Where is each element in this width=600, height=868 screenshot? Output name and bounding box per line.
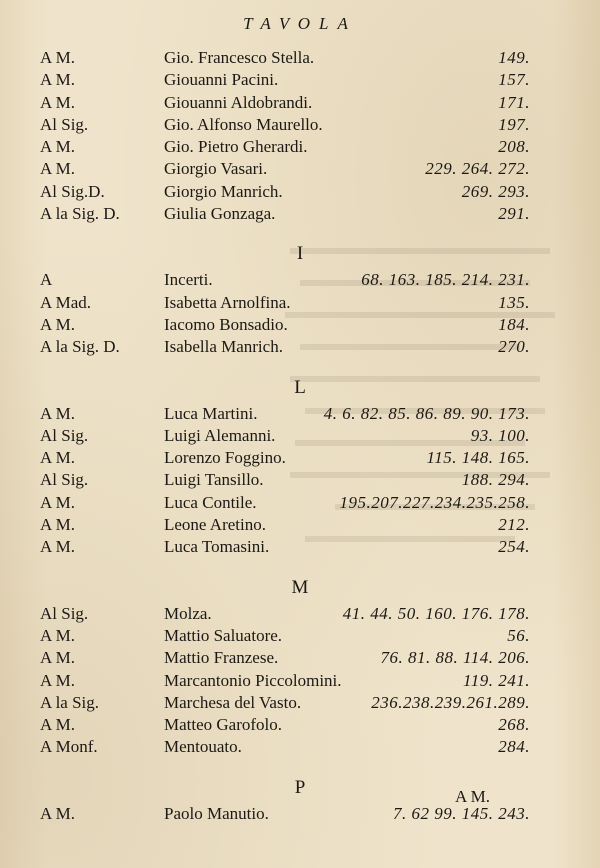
index-entry bbox=[0, 514, 600, 536]
entry-name: Incerti. bbox=[164, 270, 213, 290]
entry-pages: 119. 241. bbox=[463, 670, 530, 690]
index-entry bbox=[0, 625, 600, 647]
index-entry bbox=[0, 447, 600, 469]
section-letter: P bbox=[294, 776, 306, 798]
entry-name: Luigi Tansillo. bbox=[164, 470, 264, 490]
entry-address: A M. bbox=[40, 48, 75, 67]
entry-pages: 184. bbox=[498, 314, 530, 334]
entry-name: Isabetta Arnolfina. bbox=[164, 292, 291, 312]
section-letter: I bbox=[296, 243, 304, 265]
entry-name: Mattio Franzese. bbox=[164, 648, 279, 668]
entry-address: A M. bbox=[40, 314, 75, 334]
entry-address: A bbox=[40, 270, 53, 290]
index-entry bbox=[0, 47, 600, 69]
entry-pages: 269. 293. bbox=[461, 181, 530, 201]
entry-name: Gio. Alfonso Maurello. bbox=[164, 114, 323, 134]
section-l bbox=[0, 373, 600, 559]
entry-address: A M. bbox=[40, 648, 75, 668]
entry-pages: 68. 163. 185. 214. 231. bbox=[361, 270, 530, 290]
entry-pages: 254. bbox=[498, 537, 530, 557]
index-entry bbox=[0, 714, 600, 736]
entry-pages: 188. 294. bbox=[461, 470, 530, 490]
entry-address: A M. bbox=[40, 492, 75, 512]
entry-pages: 171. bbox=[498, 92, 530, 112]
catchword: A M. bbox=[455, 787, 490, 806]
entry-pages: 236.238.239.261.289. bbox=[371, 692, 530, 712]
index-entry bbox=[0, 136, 600, 158]
entry-address: Al Sig. bbox=[40, 470, 89, 490]
entry-address: A M. bbox=[40, 625, 75, 645]
index-entry bbox=[0, 181, 600, 203]
section-letter: M bbox=[291, 576, 309, 598]
entry-pages: 229. 264. 272. bbox=[425, 159, 530, 179]
entry-address: A Monf. bbox=[40, 737, 98, 757]
entry-address: A M. bbox=[40, 715, 75, 735]
entry-name: Giouanni Aldobrandi. bbox=[164, 92, 313, 112]
index-entry bbox=[0, 314, 600, 336]
running-header: TAVOLA bbox=[243, 14, 357, 33]
index-entry bbox=[0, 336, 600, 358]
entry-address: Al Sig. bbox=[40, 425, 89, 445]
entry-name: Gio. Pietro Gherardi. bbox=[164, 137, 308, 157]
entry-address: A Mad. bbox=[40, 292, 91, 312]
index-entry bbox=[0, 403, 600, 425]
entry-pages: 7. 62 99. 145. 243. bbox=[393, 803, 530, 823]
entry-address: A M. bbox=[40, 670, 75, 690]
entry-name: Luca Martini. bbox=[164, 403, 258, 423]
entry-name: Marcantonio Piccolomini. bbox=[164, 670, 342, 690]
index-entry bbox=[0, 536, 600, 558]
entry-address: Al Sig.D. bbox=[40, 181, 105, 201]
entry-pages: 56. bbox=[507, 625, 530, 645]
section-m bbox=[0, 573, 600, 759]
index-entry bbox=[0, 114, 600, 136]
entry-address: A la Sig. bbox=[40, 692, 100, 712]
entry-pages: 115. 148. 165. bbox=[426, 448, 530, 468]
index-entry bbox=[0, 803, 600, 825]
index-entry bbox=[0, 203, 600, 225]
index-entry bbox=[0, 647, 600, 669]
entry-name: Giulia Gonzaga. bbox=[164, 204, 276, 224]
entry-pages: 291. bbox=[498, 204, 530, 224]
entry-pages: 284. bbox=[498, 737, 530, 757]
entry-address: A la Sig. D. bbox=[40, 337, 120, 357]
section-p bbox=[0, 773, 600, 825]
entry-pages: 212. bbox=[498, 515, 530, 535]
index-entry bbox=[0, 92, 600, 114]
entry-name: Marchesa del Vasto. bbox=[164, 692, 302, 712]
entry-address: A M. bbox=[40, 448, 75, 468]
entry-address: Al Sig. bbox=[40, 603, 89, 623]
entry-address: A M. bbox=[40, 137, 75, 157]
entry-pages: 268. bbox=[498, 715, 530, 735]
section-gap bbox=[0, 225, 600, 239]
entry-name: Luigi Alemanni. bbox=[164, 425, 276, 445]
index-entry bbox=[0, 292, 600, 314]
section-gap bbox=[0, 759, 600, 773]
entry-pages: 135. bbox=[498, 292, 530, 312]
entry-pages: 157. bbox=[498, 70, 530, 90]
entry-address: Al Sig. bbox=[40, 114, 89, 134]
entry-pages: 4. 6. 82. 85. 86. 89. 90. 173. bbox=[323, 403, 530, 423]
index-entry bbox=[0, 425, 600, 447]
entry-address: A M. bbox=[40, 92, 75, 112]
entry-name: Luca Contile. bbox=[164, 492, 257, 512]
entry-address: A M. bbox=[40, 515, 75, 535]
index-entry bbox=[0, 492, 600, 514]
entry-name: Mattio Saluatore. bbox=[164, 625, 283, 645]
index-entry bbox=[0, 158, 600, 180]
index-entry bbox=[0, 670, 600, 692]
index-entry bbox=[0, 69, 600, 91]
section-letter: L bbox=[294, 376, 306, 398]
entry-pages: 197. bbox=[498, 114, 530, 134]
index-entry bbox=[0, 692, 600, 714]
entry-pages: 76. 81. 88. 114. 206. bbox=[380, 648, 530, 668]
section-g bbox=[0, 47, 600, 225]
entry-name: Leone Aretino. bbox=[164, 515, 266, 535]
section-gap bbox=[0, 359, 600, 373]
index-table bbox=[0, 47, 600, 825]
entry-address: A M. bbox=[40, 70, 75, 90]
entry-pages: 149. bbox=[498, 48, 530, 67]
entry-name: Gio. Francesco Stella. bbox=[164, 48, 315, 67]
entry-address: A la Sig. D. bbox=[40, 204, 120, 224]
entry-name: Iacomo Bonsadio. bbox=[164, 314, 288, 334]
entry-address: A M. bbox=[40, 537, 75, 557]
entry-name: Molza. bbox=[164, 603, 212, 623]
section-gap bbox=[0, 559, 600, 573]
entry-name: Paolo Manutio. bbox=[164, 803, 269, 823]
entry-pages: 195.207.227.234.235.258. bbox=[339, 492, 530, 512]
entry-name: Lorenzo Foggino. bbox=[164, 448, 286, 468]
entry-pages: 270. bbox=[498, 337, 530, 357]
entry-address: A M. bbox=[40, 159, 75, 179]
entry-pages: 208. bbox=[498, 137, 530, 157]
entry-pages: 93. 100. bbox=[470, 425, 530, 445]
section-i bbox=[0, 239, 600, 358]
index-entry bbox=[0, 469, 600, 491]
index-entry bbox=[0, 736, 600, 758]
entry-name: Matteo Garofolo. bbox=[164, 715, 283, 735]
entry-name: Luca Tomasini. bbox=[164, 537, 270, 557]
entry-name: Giouanni Pacini. bbox=[164, 70, 279, 90]
entry-name: Giorgio Manrich. bbox=[164, 181, 283, 201]
entry-name: Isabella Manrich. bbox=[164, 337, 283, 357]
entry-pages: 41. 44. 50. 160. 176. 178. bbox=[342, 603, 530, 623]
index-entry bbox=[0, 603, 600, 625]
index-entry bbox=[0, 269, 600, 291]
entry-address: A M. bbox=[40, 403, 75, 423]
entry-name: Giorgio Vasari. bbox=[164, 159, 268, 179]
entry-name: Mentouato. bbox=[164, 737, 242, 757]
entry-address: A M. bbox=[40, 803, 75, 823]
